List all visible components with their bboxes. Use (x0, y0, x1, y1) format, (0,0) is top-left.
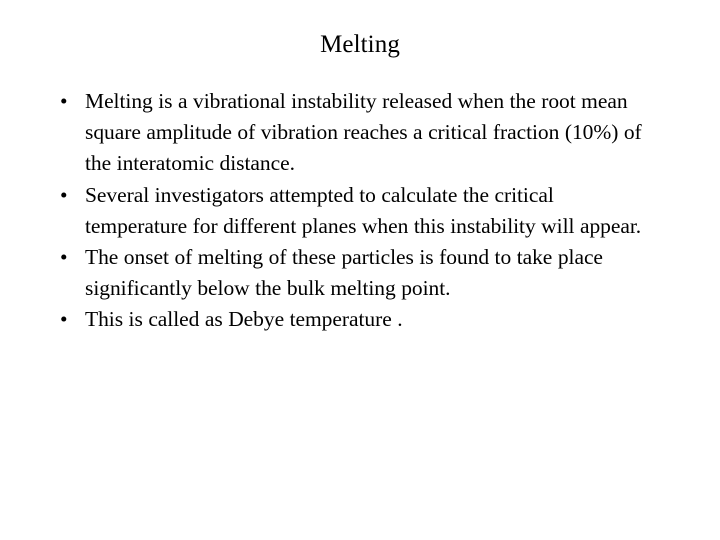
list-item (54, 304, 654, 335)
bullet-point-icon: • (60, 182, 68, 207)
list-item (54, 180, 654, 242)
page-title: Melting (320, 31, 400, 58)
list-item-text: The onset of melting of these particles is found to take place significantly below the bulk melting point. (85, 245, 603, 301)
list-item (54, 242, 654, 304)
slide-body (54, 86, 654, 336)
list-item (54, 86, 654, 180)
bullet-point-icon: • (60, 89, 68, 113)
bullet-point-icon: • (60, 245, 68, 270)
bullet-list (54, 86, 654, 336)
list-item-text: Several investigators attempted to calculate the critical temperature for different planes when this instability will appear. (85, 182, 642, 238)
list-item-text: This is called as Debye temperature . (85, 307, 403, 332)
list-item-text: Melting is a vibrational instability released when the root mean square amplitude of vibration reaches a critical fraction (10%) of the interatomic distance. (85, 89, 642, 176)
bullet-point-icon: • (60, 307, 68, 332)
